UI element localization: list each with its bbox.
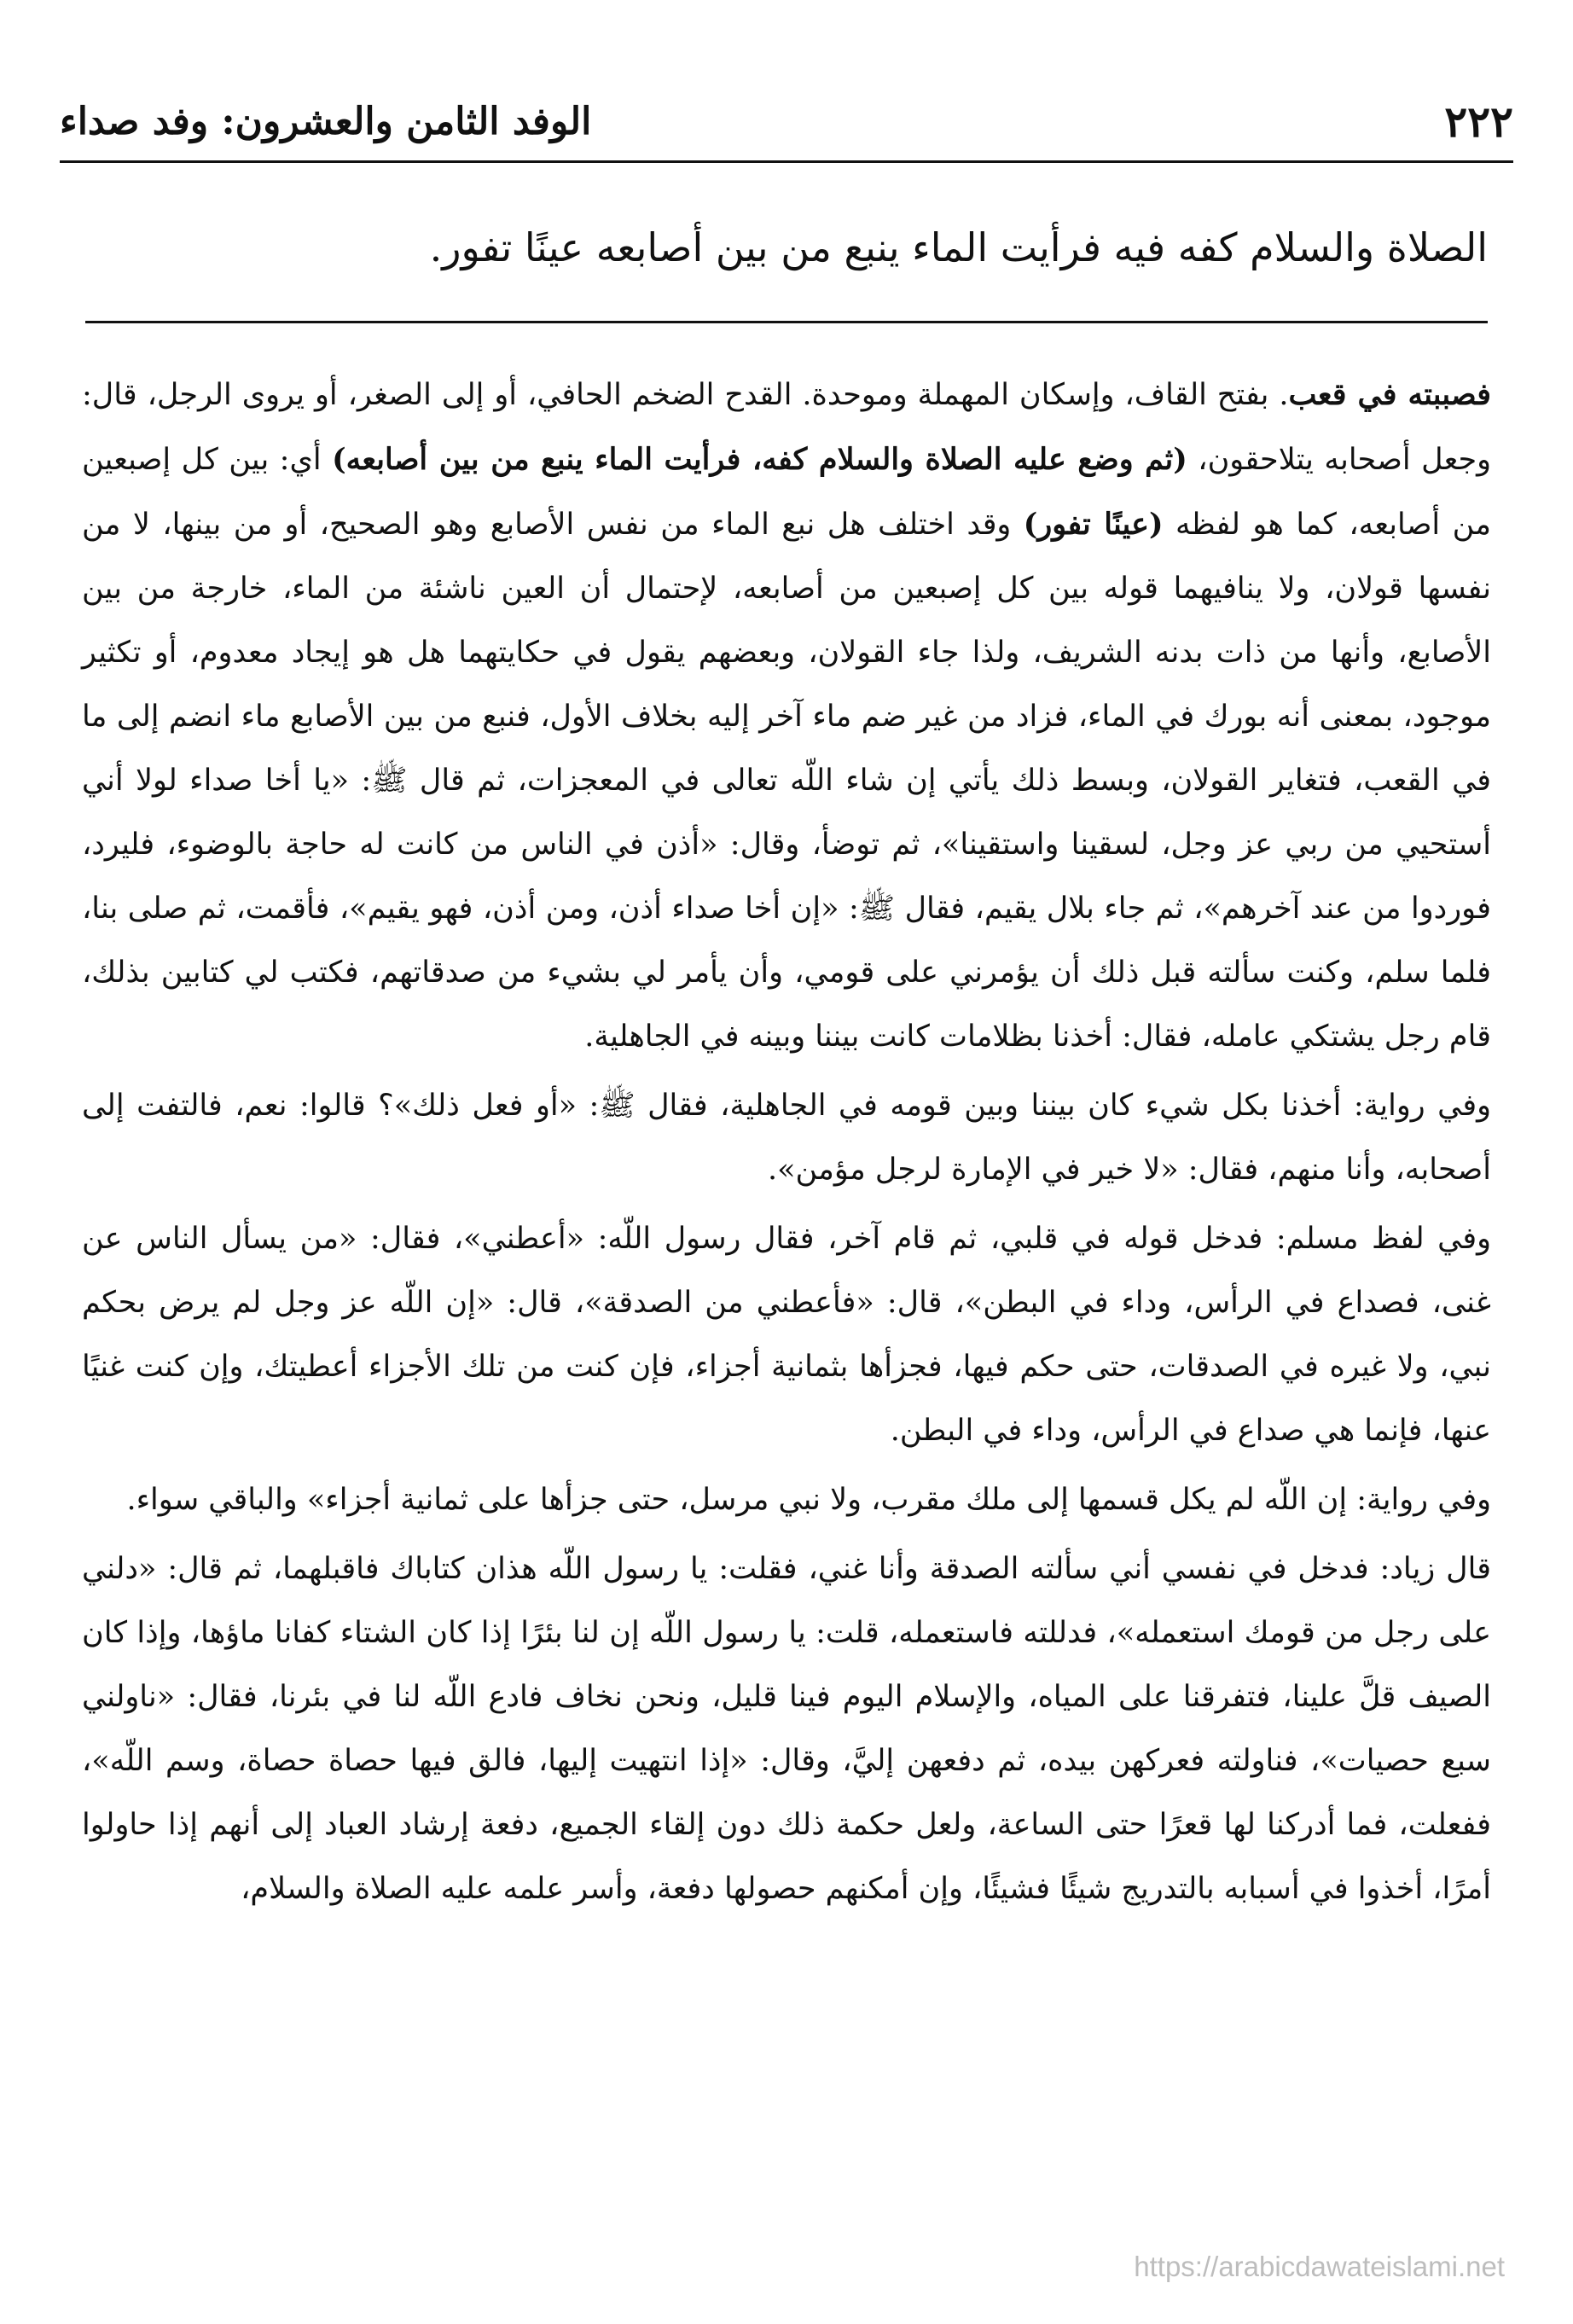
commentary-paragraph-2: وفي رواية: أخذنا بكل شيء كان بيننا وبين قومه في الجاهلية، فقال ﷺ: «أو فعل ذلك»؟ قالوا: نعم، فالتفت إلى أصحابه، وأنا منهم، فقال: «لا خير في الإمارة لرجل مؤمن».: [82, 1089, 1491, 1187]
commentary-text: . بفتح القاف، وإسكان المهملة وموحدة. القدح الضخم الحافي، أو إلى الصغر، أو يروى الرجل، قال: وجعل أصحابه يتلاحقون،: [82, 378, 1492, 477]
bold-quote: (ثم وضع عليه الصلاة والسلام كفه، فرأيت الماء ينبع من بين أصابعه): [332, 442, 1187, 477]
page-header: [60, 82, 1513, 163]
commentary-paragraph-1: [82, 363, 1491, 1069]
commentary: [82, 363, 1491, 1921]
commentary-text: وقد اختلف هل نبع الماء من نفس الأصابع وهو الصحيح، أو من بينها، لا من نفسها قولان، ولا ينافيهما قوله بين كل إصبعين من أصابعه، لإحتمال أن العين ناشئة من الماء، خارجة من بين الأصابع، وأنها من ذات بدنه الشريف، ولذا جاء القولان، وبعضهم يقول في حكايتهما هل هو إيجاد معدوم، أو تكثير موجود، بمعنى أنه بورك في الماء، فزاد من غير ضم ماء آخر إليه بخلاف الأول، فنبع من بين الأصابع ماء انضم إلى ما في القعب، فتغاير القولان، وبسط ذلك يأتي إن شاء اللّه تعالى في المعجزات، ثم قال ﷺ: «يا أخا صداء لولا أني أستحيي من ربي عز وجل، لسقينا واستقينا»، ثم توضأ، وقال: «أذن في الناس من كانت له حاجة بالوضوء، فليرد، فوردوا من عند آخرهم»، ثم جاء بلال يقيم، فقال ﷺ: «إن أخا صداء أذن، ومن أذن، فهو يقيم»، فأقمت، ثم صلى بنا، فلما سلم، وكنت سألته قبل ذلك أن يؤمرني على قومي، وأن يأمر لي بشيء من صدقاتهم، فكتب لي كتابين بذلك، قام رجل يشتكي عامله، فقال: أخذنا بظلامات كانت بيننا وبينه في الجاهلية.: [82, 508, 1491, 1054]
commentary-paragraph-5: قال زياد: فدخل في نفسي أني سألته الصدقة وأنا غني، فقلت: يا رسول اللّه هذان كتاباك فاقبلهما، ثم قال: «دلني على رجل من قومك استعمله»، فدللته فاستعمله، قلت: يا رسول اللّه إن لنا بئرًا إذا كان الشتاء كفانا ماؤها، وإذا كان الصيف قلَّ علينا، فتفرقنا على المياه، والإسلام اليوم فينا قليل، ونحن نخاف فادع اللّه لنا في بئرنا، فقال: «ناولني سبع حصيات»، فناولته فعركهن بيده، ثم دفعهن إليَّ، وقال: «إذا انتهيت إليها، فالق فيها حصاة حصاة، وسم اللّه»، ففعلت، فما أدركنا لها قعرًا حتى الساعة، ولعل حكمة ذلك دون إلقاء الجميع، دفعة إرشاد العباد إلى أنهم إذا حاولوا أمرًا، أخذوا في أسبابه بالتدريج شيئًا فشيئًا، وإن أمكنهم حصولها دفعة، وأسر علمه عليه الصلاة والسلام،: [82, 1552, 1492, 1906]
page-title: الوفد الثامن والعشرون: وفد صداء: [60, 99, 592, 143]
bold-quote: فصببته في قعب: [1288, 377, 1491, 412]
commentary-paragraph-3: وفي لفظ مسلم: فدخل قوله في قلبي، ثم قام آخر، فقال رسول اللّه: «أعطني»، فقال: «من يسأل الناس عن غنى، فصداع في الرأس، وداء في البطن»، قال: «فأعطني من الصدقة»، قال: «إن اللّه عز وجل لم يرض بحكم نبي، ولا غيره في الصدقات، حتى حكم فيها، فجزأها بثمانية أجزاء، فإن كنت من تلك الأجزاء أعطيتك، وإن كنت غنيًا عنها، فإنما هي صداع في الرأس، وداء في البطن.: [82, 1222, 1491, 1448]
main-text: الصلاة والسلام كفه فيه فرأيت الماء ينبع من بين أصابعه عينًا تفور.: [429, 224, 1488, 270]
commentary-text: أي: بين كل إصبعين من أصابعه، كما هو لفظه: [82, 443, 1491, 542]
bold-quote: (عينًا تفور): [1023, 507, 1164, 542]
page-number: ٢٢٢: [1444, 96, 1513, 147]
watermark-url: https://arabicdawateislami.net: [1134, 2251, 1505, 2282]
divider: [85, 321, 1488, 323]
commentary-paragraph-4: وفي رواية: إن اللّه لم يكل قسمها إلى ملك مقرب، ولا نبي مرسل، حتى جزأها على ثمانية أجزاء» والباقي سواء.: [126, 1483, 1491, 1517]
